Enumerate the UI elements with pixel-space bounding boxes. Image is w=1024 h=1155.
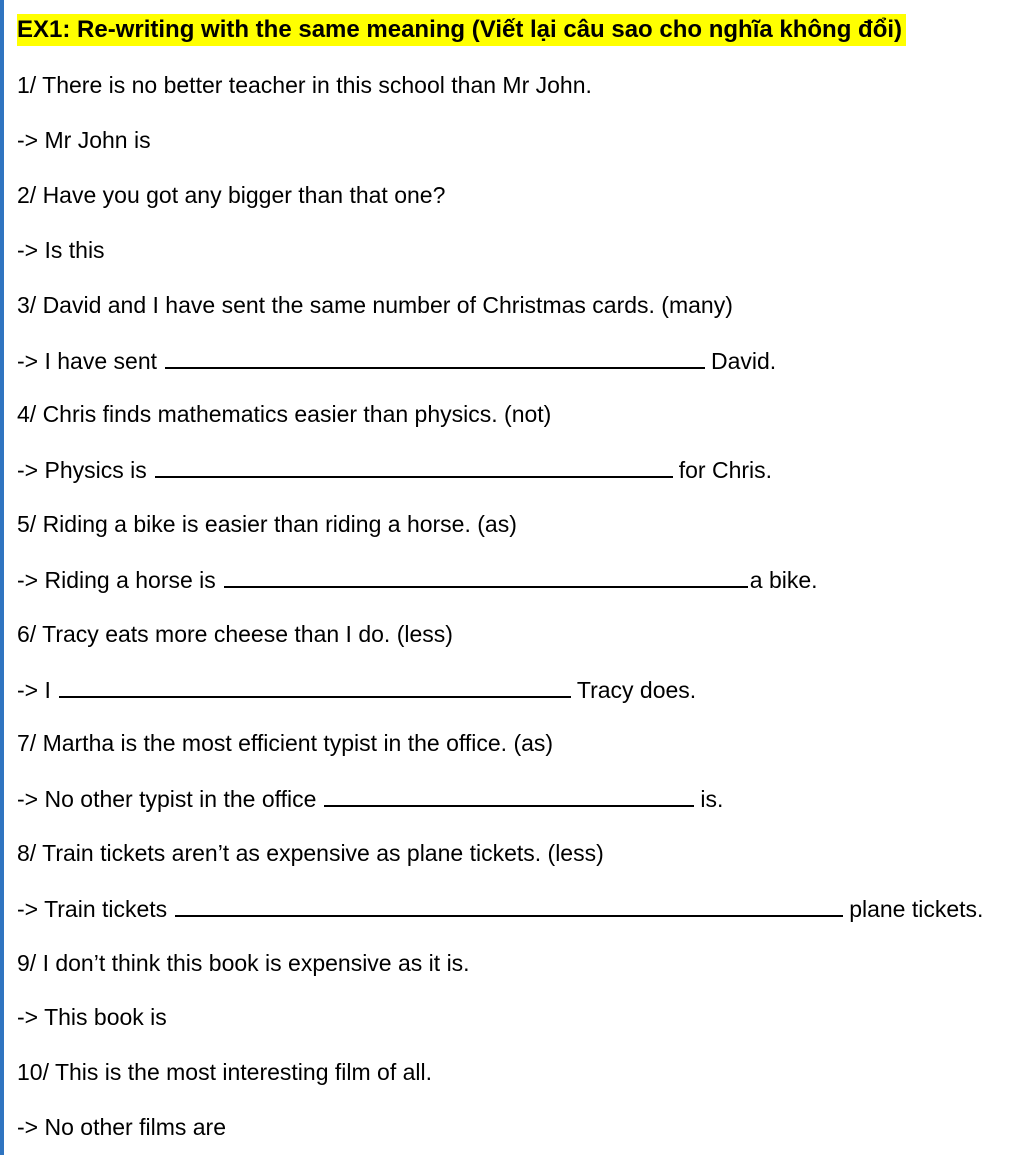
question-1: 1/ There is no better teacher in this school than Mr John. xyxy=(17,72,592,98)
answer-prompt-1: -> Mr John is xyxy=(17,127,151,153)
answer-blank-3[interactable] xyxy=(165,345,705,369)
answer-blank-8[interactable] xyxy=(175,893,843,917)
answer-suffix-4: for Chris. xyxy=(678,457,773,483)
answer-suffix-8: plane tickets. xyxy=(849,896,984,922)
answer-blank-7[interactable] xyxy=(324,783,694,807)
answer-prompt-9: -> This book is xyxy=(17,1004,167,1030)
worksheet xyxy=(17,0,1024,1155)
answer-blank-4[interactable] xyxy=(155,454,673,478)
answer-prompt-7: -> No other typist in the office xyxy=(17,786,317,812)
answer-line-9 xyxy=(17,1002,167,1032)
question-9: 9/ I don’t think this book is expensive as it is. xyxy=(17,950,470,976)
answer-line-7 xyxy=(17,783,723,813)
answer-line-5 xyxy=(17,564,818,594)
question-10: 10/ This is the most interesting film of all. xyxy=(17,1059,433,1085)
left-border-rule xyxy=(0,0,4,1155)
answer-suffix-7: is. xyxy=(700,786,724,812)
answer-blank-6[interactable] xyxy=(59,674,571,698)
question-3: 3/ David and I have sent the same number of Christmas cards. (many) xyxy=(17,292,733,318)
answer-prompt-3: -> I have sent xyxy=(17,348,157,374)
question-5: 5/ Riding a bike is easier than riding a horse. (as) xyxy=(17,511,517,537)
answer-line-6 xyxy=(17,674,696,704)
question-8: 8/ Train tickets aren’t as expensive as plane tickets. (less) xyxy=(17,840,604,866)
answer-blank-5[interactable] xyxy=(224,564,748,588)
answer-prompt-5: -> Riding a horse is xyxy=(17,567,216,593)
answer-line-8 xyxy=(17,893,983,923)
answer-line-4 xyxy=(17,454,772,484)
answer-prompt-4: -> Physics is xyxy=(17,457,147,483)
answer-line-2 xyxy=(17,235,105,265)
answer-prompt-8: -> Train tickets xyxy=(17,896,168,922)
answer-prompt-10: -> No other films are xyxy=(17,1114,226,1140)
answer-line-3 xyxy=(17,345,776,375)
question-6: 6/ Tracy eats more cheese than I do. (less) xyxy=(17,621,453,647)
answer-prompt-6: -> I xyxy=(17,677,51,703)
exercise-title: EX1: Re-writing with the same meaning (Viết lại câu sao cho nghĩa không đổi) xyxy=(17,14,906,46)
answer-suffix-3: David. xyxy=(711,348,777,374)
question-2: 2/ Have you got any bigger than that one? xyxy=(17,182,446,208)
question-4: 4/ Chris finds mathematics easier than physics. (not) xyxy=(17,401,552,427)
answer-suffix-5: a bike. xyxy=(749,567,818,593)
answer-line-1 xyxy=(17,125,151,155)
answer-prompt-2: -> Is this xyxy=(17,237,105,263)
answer-suffix-6: Tracy does. xyxy=(576,677,697,703)
answer-line-10 xyxy=(17,1112,226,1142)
question-7: 7/ Martha is the most efficient typist in the office. (as) xyxy=(17,730,554,756)
